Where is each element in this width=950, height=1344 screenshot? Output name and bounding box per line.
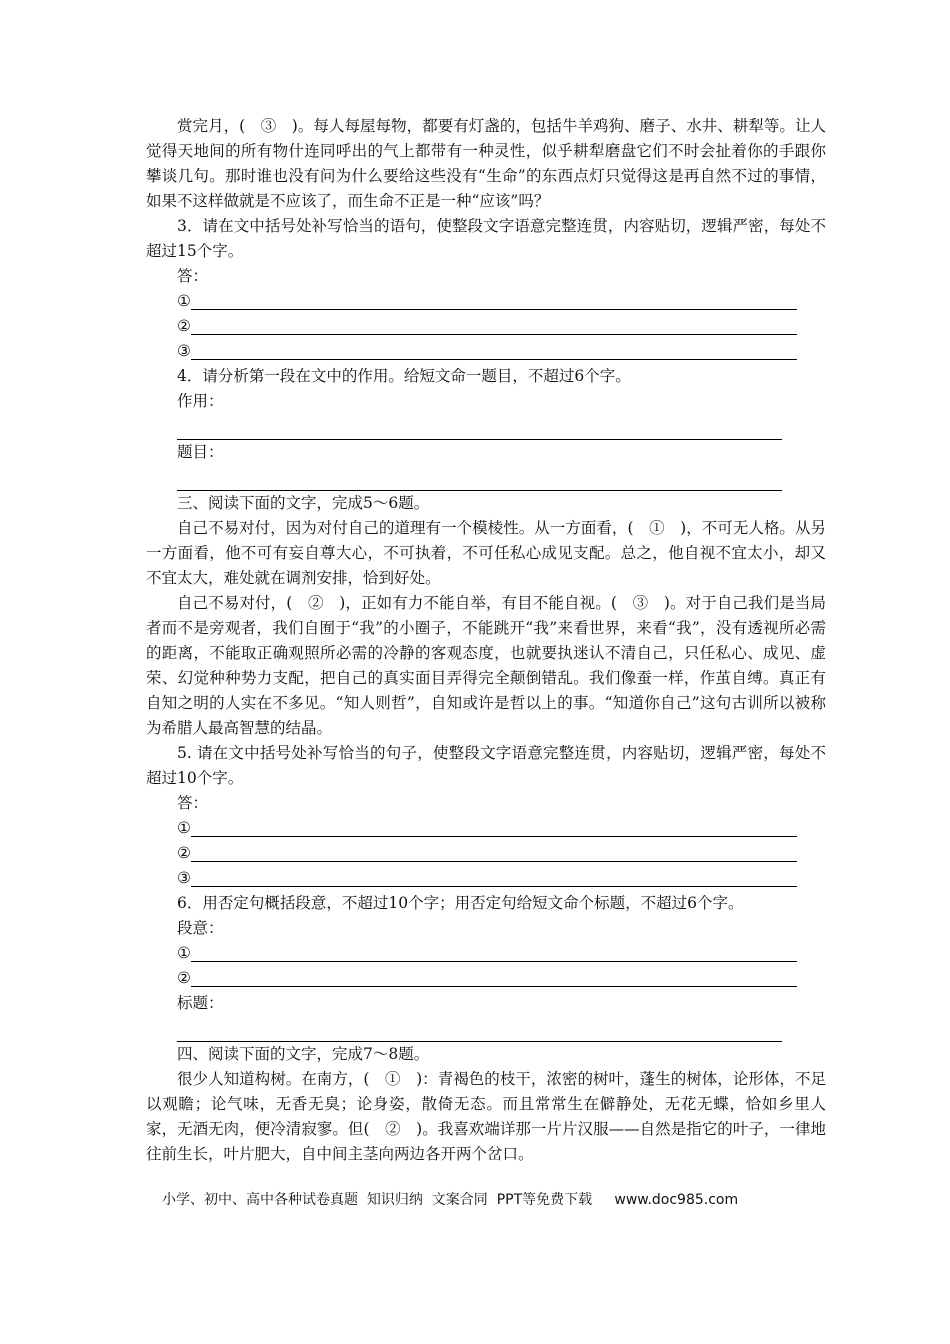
document-page [146, 114, 826, 1167]
circled-number: ③ [177, 869, 191, 887]
role-answer-line[interactable] [177, 414, 782, 440]
answer-label: 答： [177, 267, 209, 285]
passage-paragraph: 自己不易对付，因为对付自己的道理有一个模棱性。从一方面看，( ① )，不可无人格。从另一方面看，他不可有妄自尊大心，不可执着，不可任私心成见支配。总之，他自视不宜太小，却又不宜太大，难处就在调剂安排，恰到好处。 [146, 519, 826, 587]
passage-paragraph: 自己不易对付，( ② )，正如有力不能自举，有目不能自视。( ③ )。对于自己我们是当局者而不是旁观者，我们自囿于“我”的小圈子，不能跳开“我”来看世界，来看“我”，没有透视所必需的距离，不能取正确观照所必需的冷静的客观态度，也就要执迷认不清自己，只任私心、成见、虚荣、幻觉种种势力支配，把自己的真实面目弄得完全颠倒错乱。我们像蚕一样，作茧自缚。真正有自知之明的人实在不多见。“知人则哲”，自知或许是哲以上的事。“知道你自己”这句古训所以被称为希腊人最高智慧的结晶。 [146, 594, 826, 737]
answer-line-2[interactable] [177, 841, 826, 866]
answer-line-1[interactable] [177, 289, 826, 314]
circled-number: ② [177, 969, 191, 987]
answer-line-1[interactable] [177, 941, 826, 966]
circled-number: ① [177, 292, 191, 310]
title-label: 题目： [177, 443, 224, 461]
question-6: 6．用否定句概括段意，不超过10个字；用否定句给短文命个标题，不超过6个字。 [177, 894, 744, 912]
passage-paragraph: 赏完月，( ③ )。每人每屋每物，都要有灯盏的，包括牛羊鸡狗、磨子、水井、耕犁等。让人觉得天地间的所有物什连同呼出的气上都带有一种灵性，似乎耕犁磨盘它们不时会扯着你的手跟你攀谈几句。那时谁也没有问为什么要给这些没有“生命”的东西点灯只觉得这是再自然不过的事情，如果不这样做就是不应该了，而生命不正是一种“应该”吗？ [146, 117, 826, 210]
meaning-label: 段意： [177, 919, 224, 937]
role-label: 作用： [177, 392, 224, 410]
title-answer-line[interactable] [177, 465, 782, 491]
blank-line [191, 317, 797, 335]
section-heading: 四、阅读下面的文字，完成7～8题。 [177, 1045, 430, 1063]
answer-line-2[interactable] [177, 966, 826, 991]
blank-line [191, 869, 797, 887]
answer-line-3[interactable] [177, 866, 826, 891]
answer-line-1[interactable] [177, 816, 826, 841]
answer-line-2[interactable] [177, 314, 826, 339]
question-3: 3．请在文中括号处补写恰当的语句，使整段文字语意完整连贯，内容贴切，逻辑严密，每处不超过15个字。 [146, 217, 826, 260]
page-footer: 小学、初中、高中各种试卷真题 知识归纳 文案合同 PPT等免费下载 www.doc985.com [162, 1192, 739, 1208]
answer-line-3[interactable] [177, 339, 826, 364]
title-label: 标题： [177, 994, 224, 1012]
circled-number: ① [177, 819, 191, 837]
blank-line [191, 969, 797, 987]
blank-line [191, 292, 797, 310]
blank-line [191, 819, 797, 837]
circled-number: ③ [177, 342, 191, 360]
question-5: 5. 请在文中括号处补写恰当的句子，使整段文字语意完整连贯，内容贴切，逻辑严密，每处不超过10个字。 [146, 744, 826, 787]
answer-label: 答： [177, 794, 209, 812]
blank-line [191, 844, 797, 862]
circled-number: ② [177, 844, 191, 862]
circled-number: ① [177, 944, 191, 962]
section-heading: 三、阅读下面的文字，完成5～6题。 [177, 494, 430, 512]
blank-line [191, 342, 797, 360]
question-4: 4．请分析第一段在文中的作用。给短文命一题目，不超过6个字。 [177, 367, 631, 385]
circled-number: ② [177, 317, 191, 335]
passage-paragraph: 很少人知道构树。在南方，( ① )：青褐色的枝干，浓密的树叶，蓬生的树体，论形体，不足以观瞻；论气味，无香无臭；论身姿，散倚无态。而且常常生在僻静处，无花无蝶，恰如乡里人家，无酒无肉，便冷清寂寥。但( ② )。我喜欢端详那一片片汉服——自然是指它的叶子，一律地往前生长，叶片肥大，自中间主茎向两边各开两个岔口。 [146, 1070, 826, 1163]
title-answer-line[interactable] [177, 1016, 782, 1042]
blank-line [191, 944, 797, 962]
